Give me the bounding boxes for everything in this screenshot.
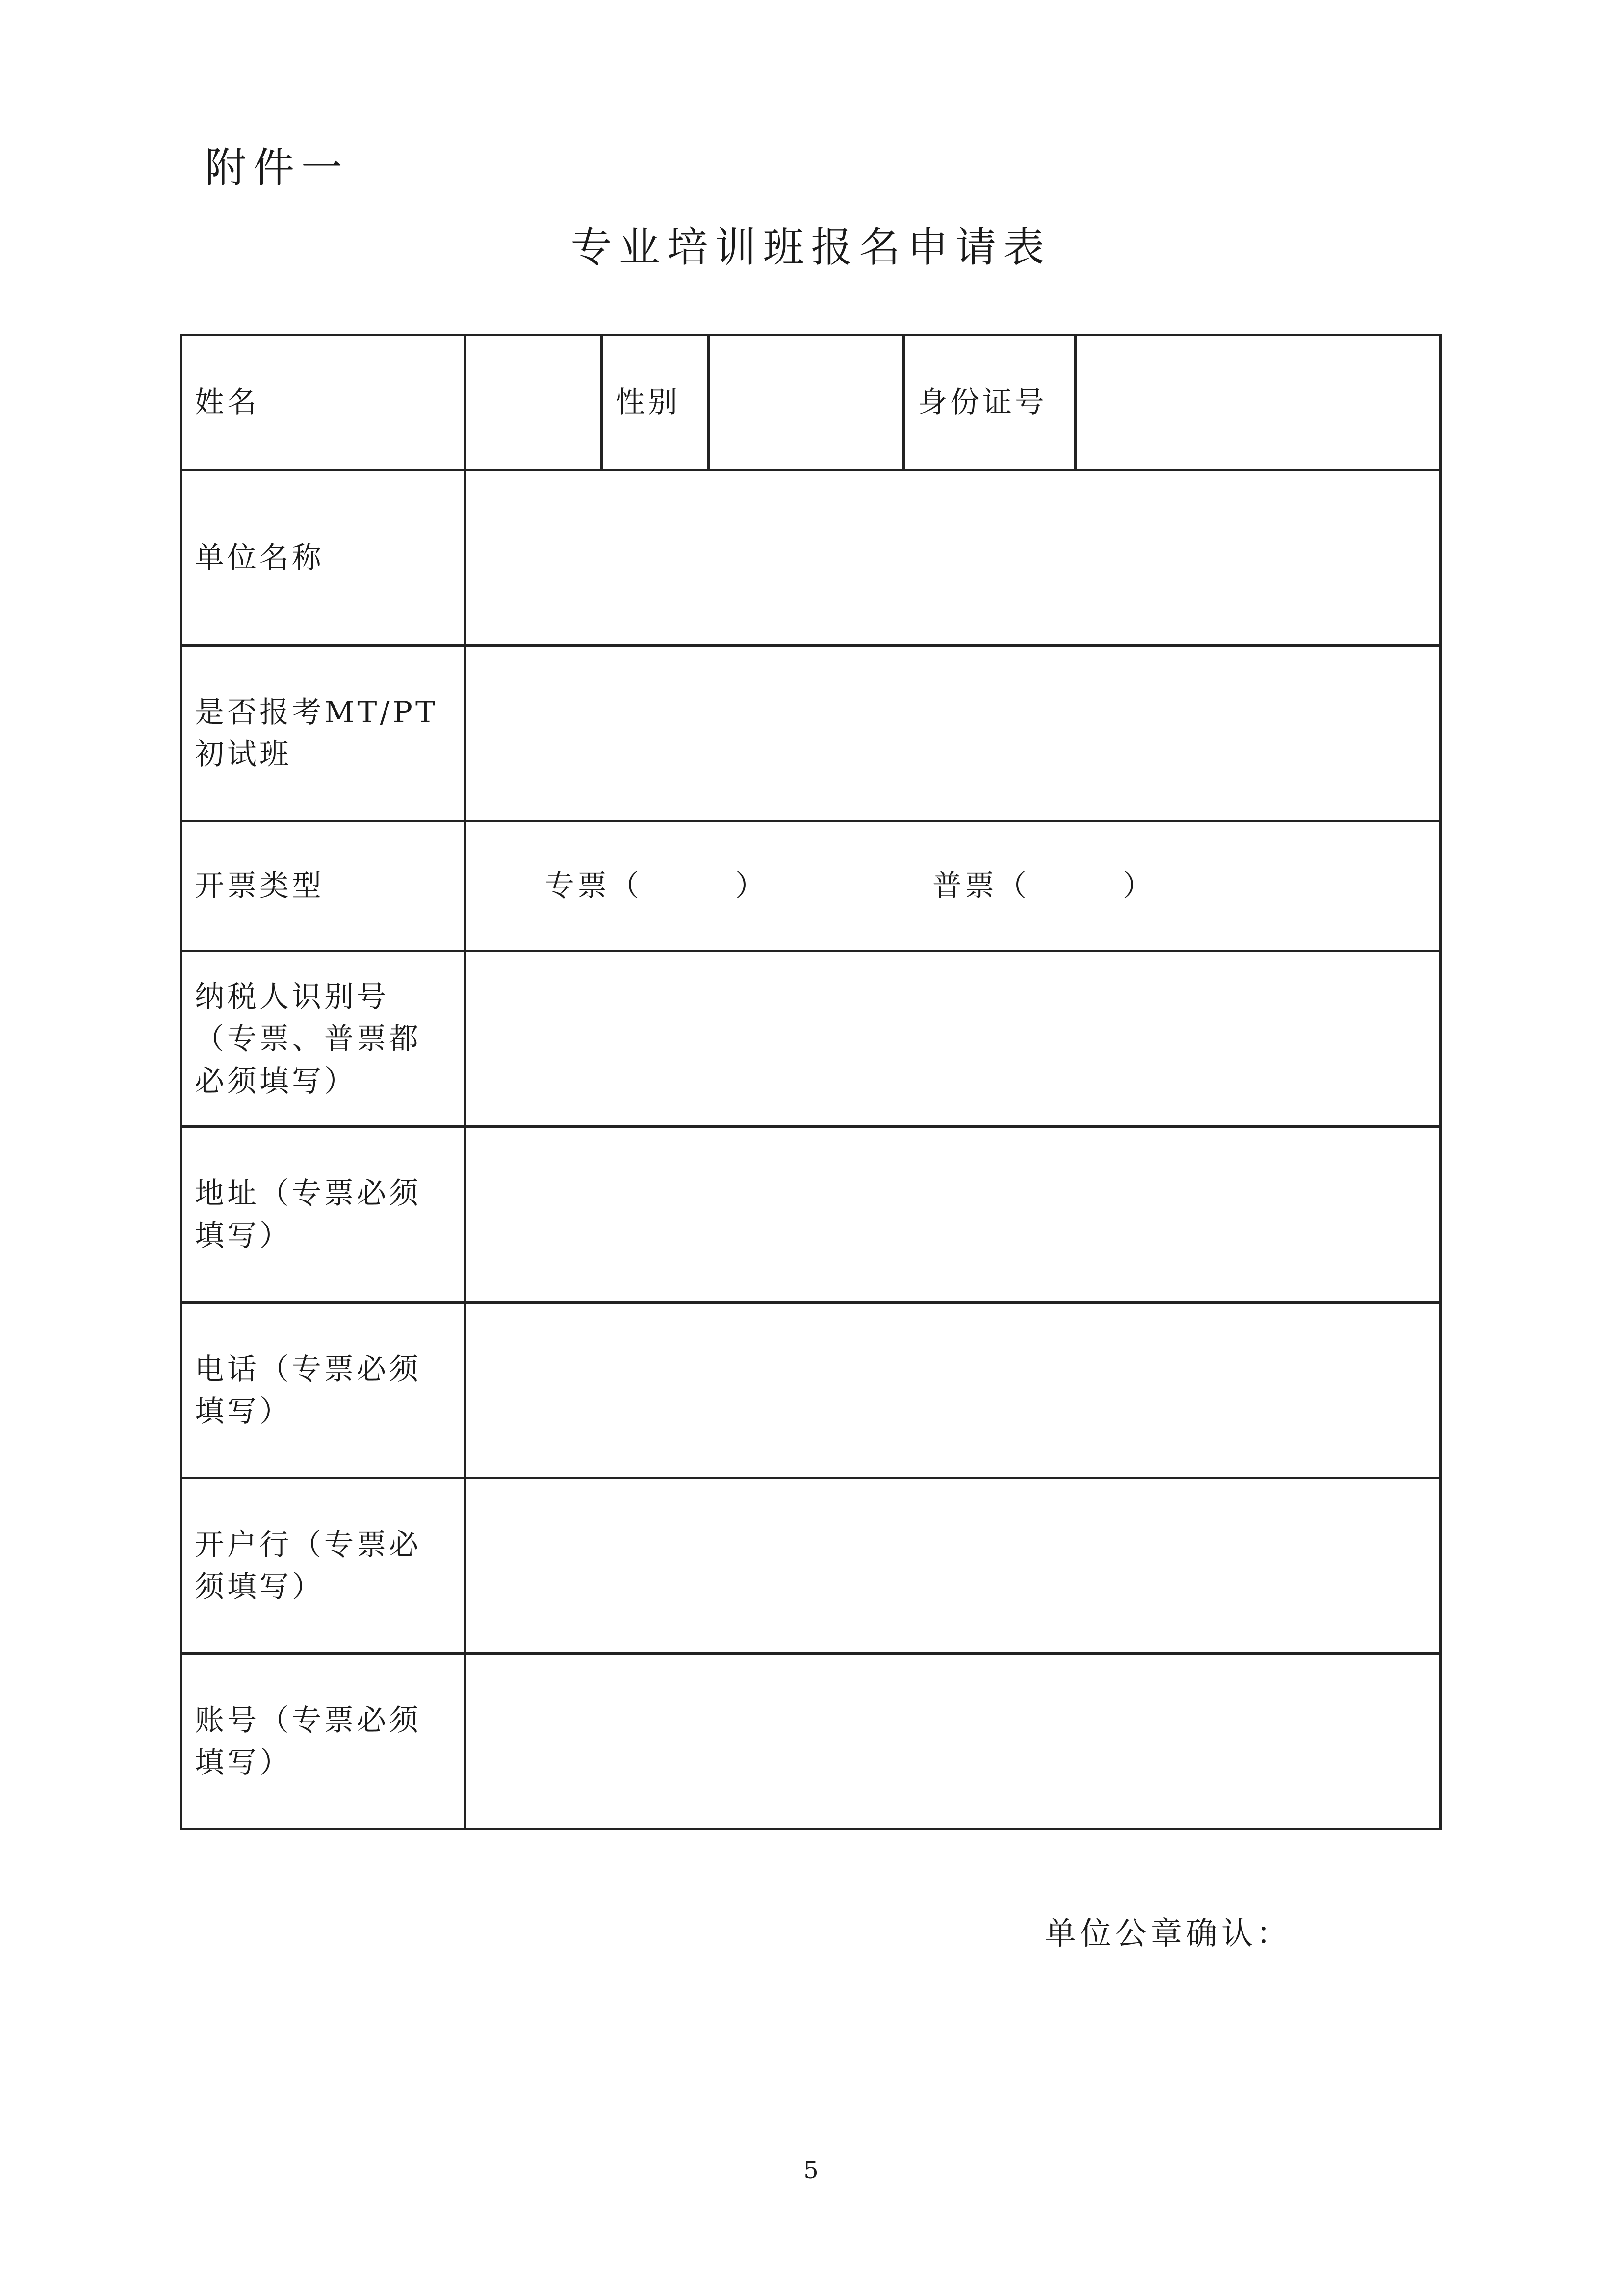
unit-name-field[interactable] xyxy=(465,470,1441,646)
row-name xyxy=(181,335,1441,470)
invoice-special-label: 专票（ xyxy=(545,869,642,903)
row-tax-id xyxy=(181,951,1441,1127)
tax-id-label: 纳税人识别号（专票、普票都必须填写） xyxy=(181,951,465,1127)
account-field[interactable] xyxy=(465,1654,1441,1829)
invoice-special-option[interactable] xyxy=(545,865,768,907)
name-label: 姓名 xyxy=(181,335,465,470)
row-bank xyxy=(181,1478,1441,1654)
invoice-type-field xyxy=(465,821,1441,951)
page-number: 5 xyxy=(803,2157,819,2184)
phone-field[interactable] xyxy=(465,1303,1441,1478)
gender-label: 性别 xyxy=(602,335,709,470)
invoice-normal-close: ） xyxy=(1123,869,1155,903)
row-address xyxy=(181,1127,1441,1303)
account-label: 账号（专票必须填写） xyxy=(181,1654,465,1829)
id-number-field[interactable] xyxy=(1076,335,1441,470)
registration-form-table xyxy=(180,334,1442,1830)
row-invoice xyxy=(181,821,1441,951)
row-account xyxy=(181,1654,1441,1829)
bank-label: 开户行（专票必须填写） xyxy=(181,1478,465,1654)
invoice-type-label: 开票类型 xyxy=(181,821,465,951)
unit-name-label: 单位名称 xyxy=(181,470,465,646)
row-exam xyxy=(181,646,1441,821)
gender-field[interactable] xyxy=(709,335,904,470)
form-title: 专业培训班报名申请表 xyxy=(570,223,1052,271)
bank-field[interactable] xyxy=(465,1478,1441,1654)
invoice-normal-option[interactable] xyxy=(932,865,1155,907)
unit-seal-confirmation: 单位公章确认： xyxy=(1045,1916,1292,1952)
tax-id-field[interactable] xyxy=(465,951,1441,1127)
address-label: 地址（专票必须填写） xyxy=(181,1127,465,1303)
invoice-special-close: ） xyxy=(735,869,768,903)
id-number-label: 身份证号 xyxy=(904,335,1076,470)
name-field[interactable] xyxy=(465,335,602,470)
exam-field[interactable] xyxy=(465,646,1441,821)
phone-label: 电话（专票必须填写） xyxy=(181,1303,465,1478)
invoice-normal-label: 普票（ xyxy=(932,869,1030,903)
row-phone xyxy=(181,1303,1441,1478)
attachment-label: 附件一 xyxy=(205,144,350,192)
exam-label: 是否报考MT/PT初试班 xyxy=(181,646,465,821)
row-unit xyxy=(181,470,1441,646)
address-field[interactable] xyxy=(465,1127,1441,1303)
